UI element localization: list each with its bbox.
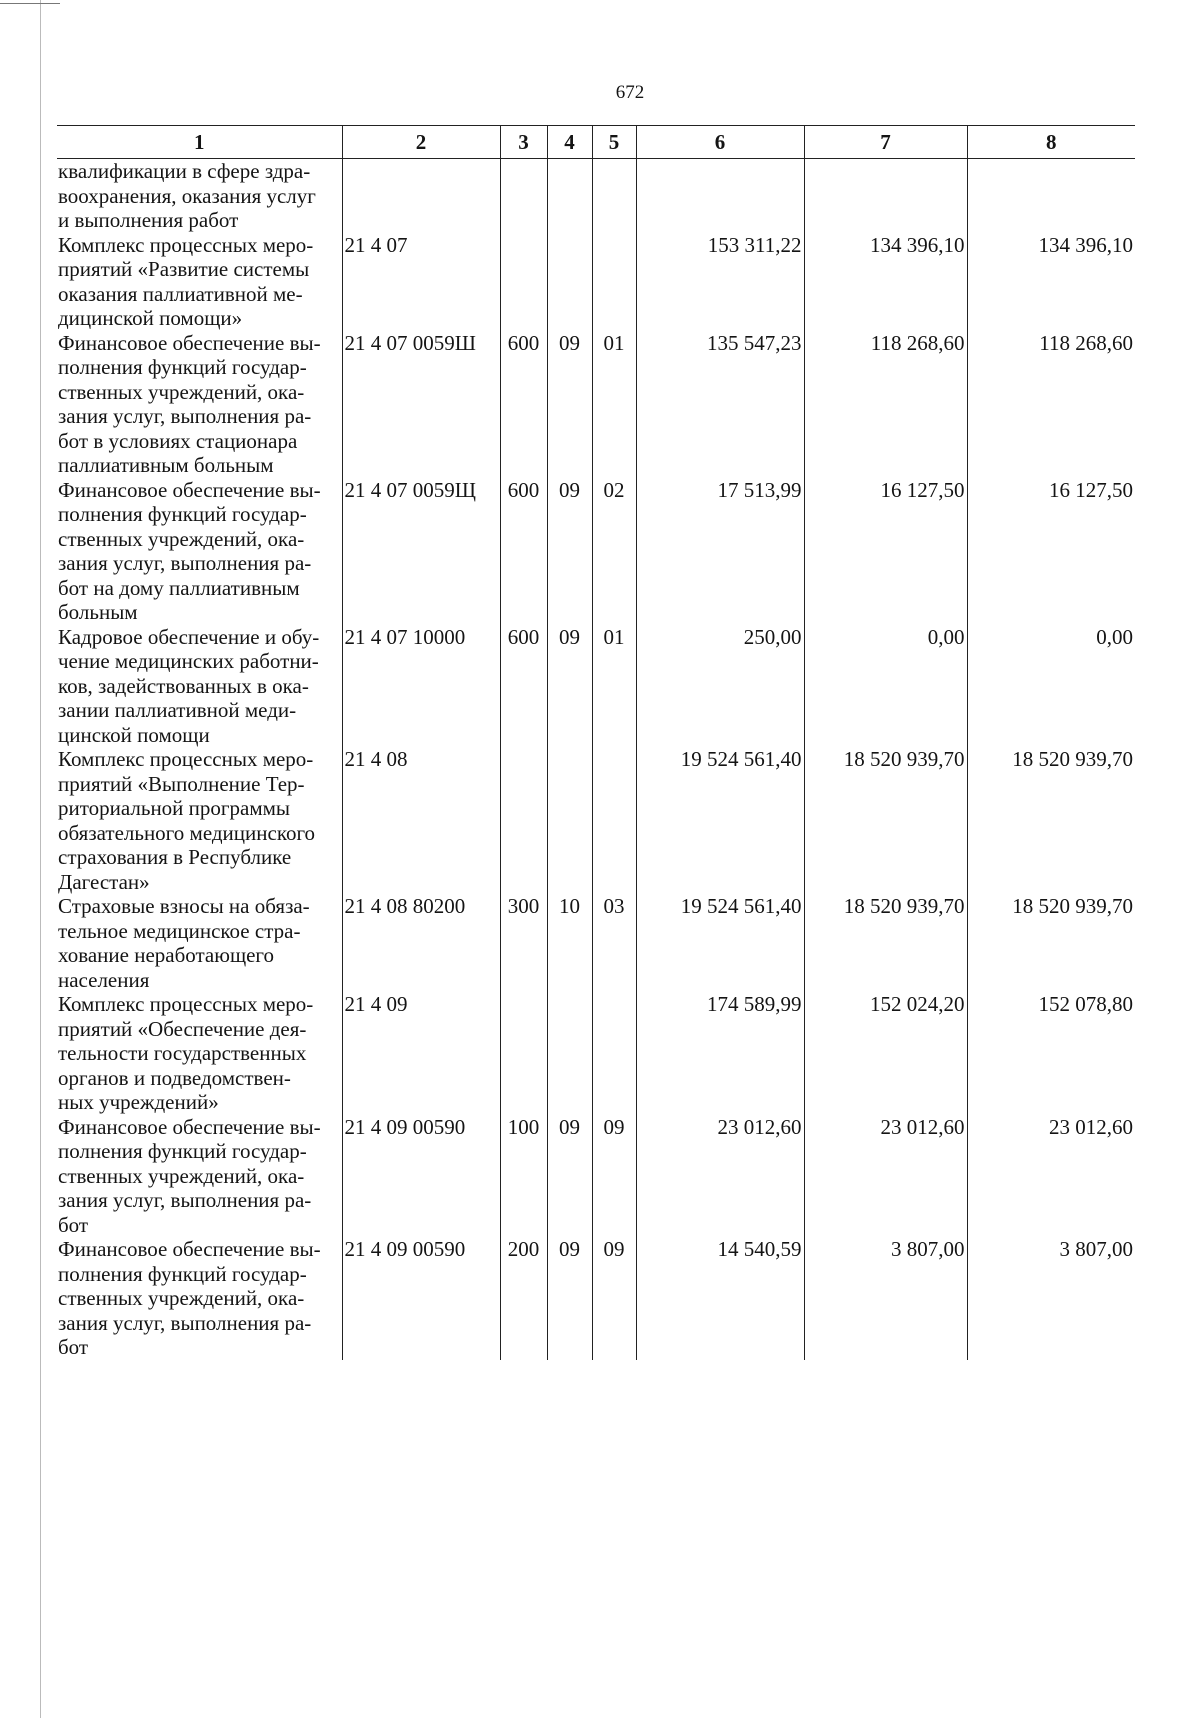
row-col5-cell: 09 bbox=[592, 1115, 636, 1238]
row-name-cell: Финансовое обеспечение вы- полнения функций государ- ственных учреждений, ока- зания услуг, выполнения ра- бот в условиях стационара паллиативным больным bbox=[58, 330, 321, 477]
row-col4-cell: 09 bbox=[547, 1237, 592, 1360]
row-col3-cell bbox=[500, 747, 547, 894]
row-col4-cell bbox=[547, 747, 592, 894]
row-col8-value: 23 012,60 bbox=[967, 1115, 1135, 1238]
column-header-4: 4 bbox=[547, 126, 592, 159]
column-header-7: 7 bbox=[804, 126, 967, 159]
row-col8-value: 18 520 939,70 bbox=[967, 747, 1135, 894]
row-col3-cell: 600 bbox=[500, 331, 547, 478]
row-col5-cell: 09 bbox=[592, 1237, 636, 1360]
row-col8-value: 16 127,50 bbox=[967, 478, 1135, 625]
row-col6-value: 135 547,23 bbox=[636, 331, 804, 478]
row-col8-value: 0,00 bbox=[967, 625, 1135, 748]
row-name-cell: Комплекс процессных меро- приятий «Развитие системы оказания паллиативной ме- дицинской помощи» bbox=[58, 232, 314, 330]
row-col8-value: 134 396,10 bbox=[967, 233, 1135, 331]
row-code-cell: 21 4 07 0059Ш bbox=[342, 331, 500, 478]
row-col6-value bbox=[636, 159, 804, 233]
row-col8-value: 18 520 939,70 bbox=[967, 894, 1135, 992]
row-code-cell bbox=[342, 159, 500, 233]
row-code-cell: 21 4 09 00590 bbox=[342, 1115, 500, 1238]
row-col3-cell: 300 bbox=[500, 894, 547, 992]
table-row bbox=[57, 894, 1135, 992]
column-header-8: 8 bbox=[967, 126, 1135, 159]
table-row bbox=[57, 1237, 1135, 1360]
row-col3-cell bbox=[500, 992, 547, 1115]
column-header-1: 1 bbox=[57, 126, 342, 159]
column-header-2: 2 bbox=[342, 126, 500, 159]
row-name-cell: Кадровое обеспечение и обу- чение медицинских работни- ков, задействованных в ока- зании паллиативной меди- цинской помощи bbox=[58, 624, 320, 747]
left-margin-line bbox=[40, 0, 41, 1718]
row-col3-cell: 200 bbox=[500, 1237, 547, 1360]
table-row bbox=[57, 233, 1135, 331]
row-code-cell: 21 4 07 bbox=[342, 233, 500, 331]
row-col3-cell bbox=[500, 233, 547, 331]
table-row bbox=[57, 159, 1135, 233]
table-row bbox=[57, 625, 1135, 748]
row-name-cell: Финансовое обеспечение вы- полнения функций государ- ственных учреждений, ока- зания услуг, выполнения ра- бот bbox=[58, 1237, 321, 1359]
row-col4-cell: 09 bbox=[547, 478, 592, 625]
row-col7-value: 18 520 939,70 bbox=[804, 747, 967, 894]
row-code-cell: 21 4 08 bbox=[342, 747, 500, 894]
row-col5-cell bbox=[592, 747, 636, 894]
row-col5-cell: 03 bbox=[592, 894, 636, 992]
row-col6-value: 17 513,99 bbox=[636, 478, 804, 625]
row-col6-value: 14 540,59 bbox=[636, 1237, 804, 1360]
row-col5-cell: 01 bbox=[592, 331, 636, 478]
budget-table bbox=[57, 125, 1135, 1360]
row-col6-value: 174 589,99 bbox=[636, 992, 804, 1115]
row-col4-cell: 10 bbox=[547, 894, 592, 992]
table-row bbox=[57, 1115, 1135, 1238]
row-col3-cell bbox=[500, 159, 547, 233]
row-code-cell: 21 4 07 10000 bbox=[342, 625, 500, 748]
row-col8-value bbox=[967, 159, 1135, 233]
row-col5-cell bbox=[592, 159, 636, 233]
row-name-cell: квалификации в сфере здра- воохранения, оказания услуг и выполнения работ bbox=[58, 159, 316, 232]
row-name-cell: Страховые взносы на обяза- тельное медицинское стра- хование неработающего населения bbox=[58, 894, 310, 992]
row-col7-value: 118 268,60 bbox=[804, 331, 967, 478]
row-col6-value: 153 311,22 bbox=[636, 233, 804, 331]
row-code-cell: 21 4 09 bbox=[342, 992, 500, 1115]
row-col4-cell bbox=[547, 992, 592, 1115]
row-col7-value: 16 127,50 bbox=[804, 478, 967, 625]
row-col7-value: 18 520 939,70 bbox=[804, 894, 967, 992]
row-name-cell: Финансовое обеспечение вы- полнения функций государ- ственных учреждений, ока- зания услуг, выполнения ра- бот на дому паллиативным больным bbox=[58, 477, 321, 624]
table-row bbox=[57, 478, 1135, 625]
row-col4-cell bbox=[547, 159, 592, 233]
row-col3-cell: 100 bbox=[500, 1115, 547, 1238]
row-col4-cell: 09 bbox=[547, 1115, 592, 1238]
row-code-cell: 21 4 09 00590 bbox=[342, 1237, 500, 1360]
row-col5-cell bbox=[592, 233, 636, 331]
row-name-cell: Комплекс процессных меро- приятий «Обеспечение дея- тельности государственных органов и подведомствен- ных учреждений» bbox=[58, 992, 314, 1114]
row-col4-cell bbox=[547, 233, 592, 331]
row-col8-value: 3 807,00 bbox=[967, 1237, 1135, 1360]
row-col8-value: 118 268,60 bbox=[967, 331, 1135, 478]
page-number: 672 bbox=[615, 82, 645, 103]
row-col8-value: 152 078,80 bbox=[967, 992, 1135, 1115]
row-col7-value: 0,00 bbox=[804, 625, 967, 748]
row-code-cell: 21 4 07 0059Щ bbox=[342, 478, 500, 625]
top-scan-mark bbox=[0, 3, 60, 4]
row-col5-cell: 01 bbox=[592, 625, 636, 748]
column-header-3: 3 bbox=[500, 126, 547, 159]
table-row bbox=[57, 992, 1135, 1115]
row-col5-cell bbox=[592, 992, 636, 1115]
row-col7-value: 23 012,60 bbox=[804, 1115, 967, 1238]
row-col7-value bbox=[804, 159, 967, 233]
row-name-cell: Комплекс процессных меро- приятий «Выполнение Тер- риториальной программы обязательного медицинского страхования в Республике Дагестан» bbox=[58, 747, 316, 894]
column-header-5: 5 bbox=[592, 126, 636, 159]
row-name-cell: Финансовое обеспечение вы- полнения функций государ- ственных учреждений, ока- зания услуг, выполнения ра- бот bbox=[58, 1114, 321, 1237]
row-col3-cell: 600 bbox=[500, 625, 547, 748]
row-col5-cell: 02 bbox=[592, 478, 636, 625]
row-code-cell: 21 4 08 80200 bbox=[342, 894, 500, 992]
table-header-row bbox=[57, 126, 1135, 159]
row-col4-cell: 09 bbox=[547, 331, 592, 478]
row-col6-value: 250,00 bbox=[636, 625, 804, 748]
column-header-6: 6 bbox=[636, 126, 804, 159]
row-col4-cell: 09 bbox=[547, 625, 592, 748]
table-row bbox=[57, 747, 1135, 894]
row-col7-value: 134 396,10 bbox=[804, 233, 967, 331]
row-col6-value: 19 524 561,40 bbox=[636, 747, 804, 894]
row-col7-value: 152 024,20 bbox=[804, 992, 967, 1115]
row-col3-cell: 600 bbox=[500, 478, 547, 625]
row-col6-value: 19 524 561,40 bbox=[636, 894, 804, 992]
row-col6-value: 23 012,60 bbox=[636, 1115, 804, 1238]
row-col7-value: 3 807,00 bbox=[804, 1237, 967, 1360]
table-row bbox=[57, 331, 1135, 478]
